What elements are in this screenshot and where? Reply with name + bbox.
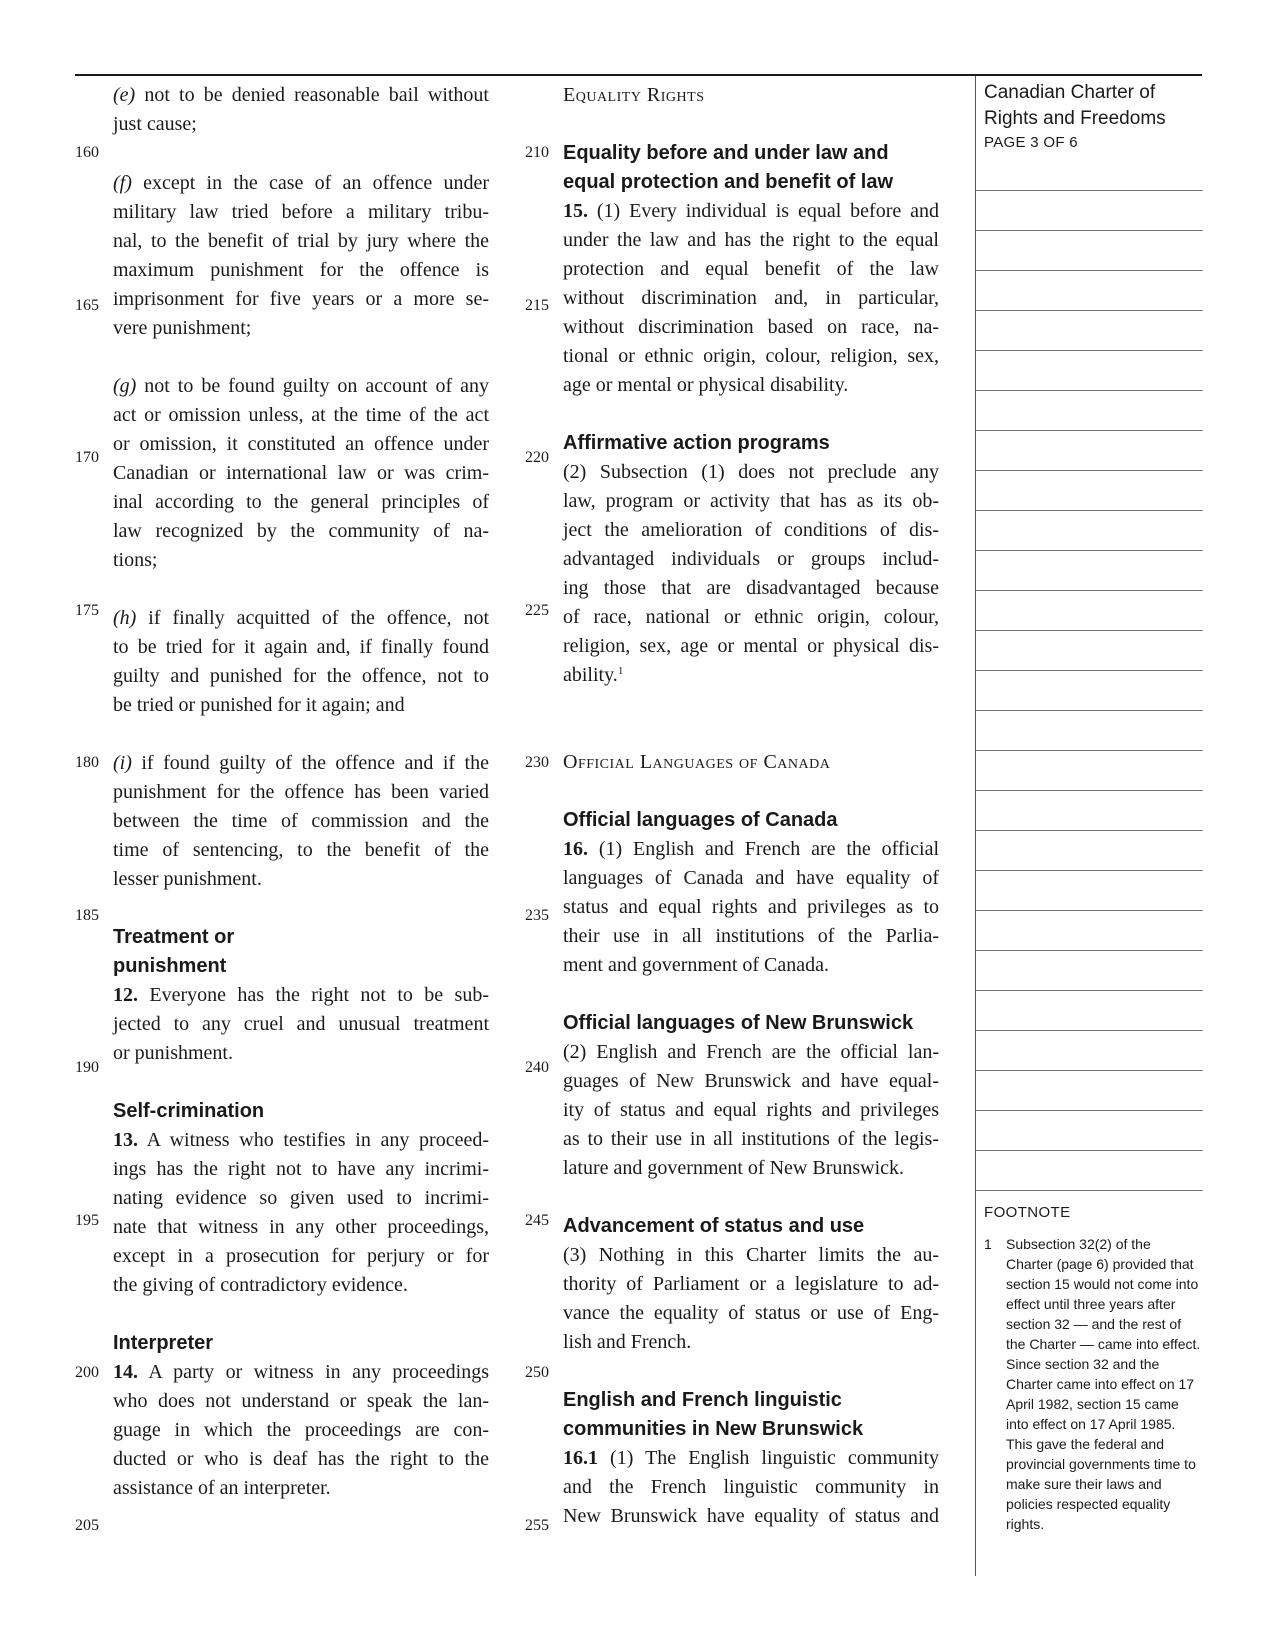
paragraph-g-line: tions;: [113, 549, 158, 571]
line-number: 210: [525, 144, 549, 161]
note-rule: [976, 630, 1203, 631]
section-13-line: nating evidence so given used to incrimi-: [113, 1187, 489, 1209]
line-number: 255: [525, 1517, 549, 1534]
line-number: 180: [75, 754, 99, 771]
paragraph-g-line: law recognized by the community of na-: [113, 520, 489, 542]
line-number: 245: [525, 1212, 549, 1229]
note-rule: [976, 230, 1203, 231]
section-15-line: without discrimination based on race, na-: [563, 316, 939, 338]
section-16-line: languages of Canada and have equality of: [563, 867, 939, 889]
section-16-2-heading: Official languages of New Brunswick: [563, 1012, 914, 1034]
section-16-2-line: (2) English and French are the official lan-: [563, 1041, 939, 1063]
section-13-heading: Self-crimination: [113, 1100, 265, 1122]
note-rule: [976, 550, 1203, 551]
note-rule: [976, 1030, 1203, 1031]
clause-marker: (f): [113, 172, 132, 194]
section-14-line: ducted or who is deaf has the right to the: [113, 1448, 489, 1470]
page-indicator: PAGE 3 OF 6: [984, 134, 1078, 151]
section-16-line: their use in all institutions of the Parlia-: [563, 925, 939, 947]
section-16-heading: Official languages of Canada: [563, 809, 838, 831]
line-number: 205: [75, 1517, 99, 1534]
note-rule: [976, 190, 1203, 191]
section-16-line: 16. (1) English and French are the official: [563, 838, 939, 860]
line-number: 240: [525, 1059, 549, 1076]
line-number: 235: [525, 907, 549, 924]
section-16-1-heading: English and French linguistic: [563, 1389, 842, 1411]
line-number: 220: [525, 449, 549, 466]
section-12-heading: Treatment or: [113, 926, 235, 948]
line-number: 190: [75, 1059, 99, 1076]
note-rule: [976, 1070, 1203, 1071]
section-14-line: assistance of an interpreter.: [113, 1477, 331, 1499]
paragraph-i-line: lesser punishment.: [113, 868, 262, 890]
section-16-3-line: lish and French.: [563, 1331, 692, 1353]
section-16-line: status and equal rights and privileges as to: [563, 896, 939, 918]
section-16-1-line: 16.1 (1) The English linguistic community: [563, 1447, 939, 1469]
part-heading-official-languages: Official Languages of Canada: [563, 751, 831, 773]
section-16-3-line: thority of Parliament or a legislature to ad-: [563, 1273, 939, 1295]
section-16-1-line: and the French linguistic community in: [563, 1476, 939, 1498]
section-13-line: 13. A witness who testifies in any proceed-: [113, 1129, 489, 1151]
paragraph-g-line: inal according to the general principles of: [113, 491, 489, 513]
note-rule: [976, 670, 1203, 671]
note-rule: [976, 390, 1203, 391]
paragraph-i-line: (i) if found guilty of the offence and if the: [113, 752, 489, 774]
paragraph-g-line: Canadian or international law or was crim-: [113, 462, 489, 484]
note-rule: [976, 750, 1203, 751]
paragraph-e-line: (e) not to be denied reasonable bail without: [113, 84, 489, 106]
section-15-line: without discrimination and, in particular,: [563, 287, 939, 309]
section-number: 14.: [113, 1361, 138, 1383]
section-number: 12.: [113, 984, 138, 1006]
paragraph-h-line: (h) if finally acquitted of the offence, not: [113, 607, 489, 629]
note-rule: [976, 590, 1203, 591]
line-number: 170: [75, 449, 99, 466]
section-15-2-line: religion, sex, age or mental or physical dis-: [563, 635, 939, 657]
section-15-2-line: ability.$^1$: [563, 664, 624, 686]
paragraph-h-line: be tried or punished for it again; and: [113, 694, 405, 716]
line-number: 250: [525, 1364, 549, 1381]
section-number: 16.: [563, 838, 588, 860]
paragraph-h-line: to be tried for it again and, if finally found: [113, 636, 489, 658]
note-rule: [976, 790, 1203, 791]
section-12-line: or punishment.: [113, 1042, 233, 1064]
section-16-2-line: guages of New Brunswick and have equal-: [563, 1070, 939, 1092]
section-15-line: under the law and has the right to the equal: [563, 229, 939, 251]
paragraph-f-line: nal, to the benefit of trial by jury where the: [113, 230, 489, 252]
clause-marker: (i): [113, 752, 132, 774]
section-15-2-line: (2) Subsection (1) does not preclude any: [563, 461, 939, 483]
section-15-heading: equal protection and benefit of law: [563, 171, 894, 193]
paragraph-i-line: punishment for the offence has been varied: [113, 781, 489, 803]
paragraph-i-line: between the time of commission and the: [113, 810, 489, 832]
clause-marker: (e): [113, 84, 136, 106]
section-16-3-heading: Advancement of status and use: [563, 1215, 865, 1237]
section-16-3-line: vance the equality of status or use of Eng-: [563, 1302, 939, 1324]
clause-marker: (h): [113, 607, 137, 629]
line-number: 200: [75, 1364, 99, 1381]
note-rule: [976, 910, 1203, 911]
note-rule: [976, 710, 1203, 711]
note-rule: [976, 990, 1203, 991]
section-14-heading: Interpreter: [113, 1332, 214, 1354]
section-12-line: 12. Everyone has the right not to be sub-: [113, 984, 489, 1006]
note-rule: [976, 1190, 1203, 1191]
paragraph-e-line: just cause;: [113, 113, 197, 135]
section-16-2-line: ity of status and equal rights and privileges: [563, 1099, 939, 1121]
line-number: 230: [525, 754, 549, 771]
line-number: 225: [525, 602, 549, 619]
section-13-line: except in a prosecution for perjury or for: [113, 1245, 489, 1267]
note-rule: [976, 430, 1203, 431]
line-number: 160: [75, 144, 99, 161]
section-14-line: 14. A party or witness in any proceedings: [113, 1361, 489, 1383]
note-rule: [976, 1150, 1203, 1151]
footnote-heading: FOOTNOTE: [984, 1204, 1071, 1221]
section-number: 15.: [563, 200, 588, 222]
section-15-2-heading: Affirmative action programs: [563, 432, 830, 454]
section-14-line: who does not understand or speak the lan-: [113, 1390, 489, 1412]
section-16-1-heading: communities in New Brunswick: [563, 1418, 864, 1440]
section-15-heading: Equality before and under law and: [563, 142, 889, 164]
document-title-line: Canadian Charter of: [984, 82, 1156, 103]
section-15-2-line: ing those that are disadvantaged because: [563, 577, 939, 599]
line-number: 175: [75, 602, 99, 619]
footnote-number: 1: [984, 1236, 992, 1252]
section-13-line: ings has the right not to have any incrimi-: [113, 1158, 489, 1180]
section-15-2-line: advantaged individuals or groups includ-: [563, 548, 939, 570]
section-15-line: 15. (1) Every individual is equal before and: [563, 200, 939, 222]
line-number: 195: [75, 1212, 99, 1229]
section-13-line: nate that witness in any other proceedings,: [113, 1216, 489, 1238]
section-12-line: jected to any cruel and unusual treatment: [113, 1013, 489, 1035]
section-14-line: guage in which the proceedings are con-: [113, 1419, 489, 1441]
note-rule: [976, 1110, 1203, 1111]
line-number: 185: [75, 907, 99, 924]
sidebar: [975, 76, 1203, 1576]
note-rule: [976, 510, 1203, 511]
section-number: 16.1: [563, 1447, 598, 1469]
line-number: 165: [75, 297, 99, 314]
note-rule: [976, 310, 1203, 311]
paragraph-f-line: vere punishment;: [113, 317, 252, 339]
paragraph-i-line: time of sentencing, to the benefit of the: [113, 839, 489, 861]
document-title: [984, 80, 1199, 132]
paragraph-f-line: maximum punishment for the offence is: [113, 259, 489, 281]
paragraph-g-line: or omission, it constituted an offence under: [113, 433, 489, 455]
paragraph-f-line: (f) except in the case of an offence under: [113, 172, 489, 194]
paragraph-f-line: military law tried before a military tribu-: [113, 201, 489, 223]
paragraph-h-line: guilty and punished for the offence, not to: [113, 665, 489, 687]
note-rule: [976, 950, 1203, 951]
section-15-line: protection and equal benefit of the law: [563, 258, 939, 280]
paragraph-g-line: act or omission unless, at the time of the act: [113, 404, 489, 426]
document-title-line: Rights and Freedoms: [984, 108, 1166, 129]
footnote-text: Subsection 32(2) of the Charter (page 6) provided that section 15 would not come into effect until three years after section 32 — and the rest of the Charter — came into effect. Since section 32 and the Charter came into effect on 17 April 1982, section 15 came into effect on 17 April 1985. This gave the federal and provincial governments time to make sure their laws and policies respected equality rights.: [1006, 1236, 1201, 1532]
note-rule: [976, 870, 1203, 871]
section-15-line: age or mental or physical disability.: [563, 374, 849, 396]
line-number: 215: [525, 297, 549, 314]
section-16-3-line: (3) Nothing in this Charter limits the au-: [563, 1244, 939, 1266]
note-rule: [976, 830, 1203, 831]
section-number: 13.: [113, 1129, 138, 1151]
paragraph-g-line: (g) not to be found guilty on account of any: [113, 375, 489, 397]
note-rule: [976, 470, 1203, 471]
section-16-line: ment and government of Canada.: [563, 954, 830, 976]
part-heading-equality-rights: Equality Rights: [563, 84, 705, 106]
section-15-2-line: ject the amelioration of conditions of dis-: [563, 519, 939, 541]
section-16-2-line: lature and government of New Brunswick.: [563, 1157, 905, 1179]
clause-marker: (g): [113, 375, 137, 397]
section-15-line: tional or ethnic origin, colour, religion, sex,: [563, 345, 939, 367]
section-16-2-line: as to their use in all institutions of the legis-: [563, 1128, 939, 1150]
section-12-heading: punishment: [113, 955, 227, 977]
section-16-1-line: New Brunswick have equality of status and: [563, 1505, 939, 1527]
section-15-2-line: of race, national or ethnic origin, colour,: [563, 606, 939, 628]
note-rule: [976, 270, 1203, 271]
section-13-line: the giving of contradictory evidence.: [113, 1274, 408, 1296]
section-15-2-line: law, program or activity that has as its ob-: [563, 490, 939, 512]
footnote-reference[interactable]: 1: [617, 665, 624, 677]
note-rule: [976, 350, 1203, 351]
paragraph-f-line: imprisonment for five years or a more se-: [113, 288, 489, 310]
